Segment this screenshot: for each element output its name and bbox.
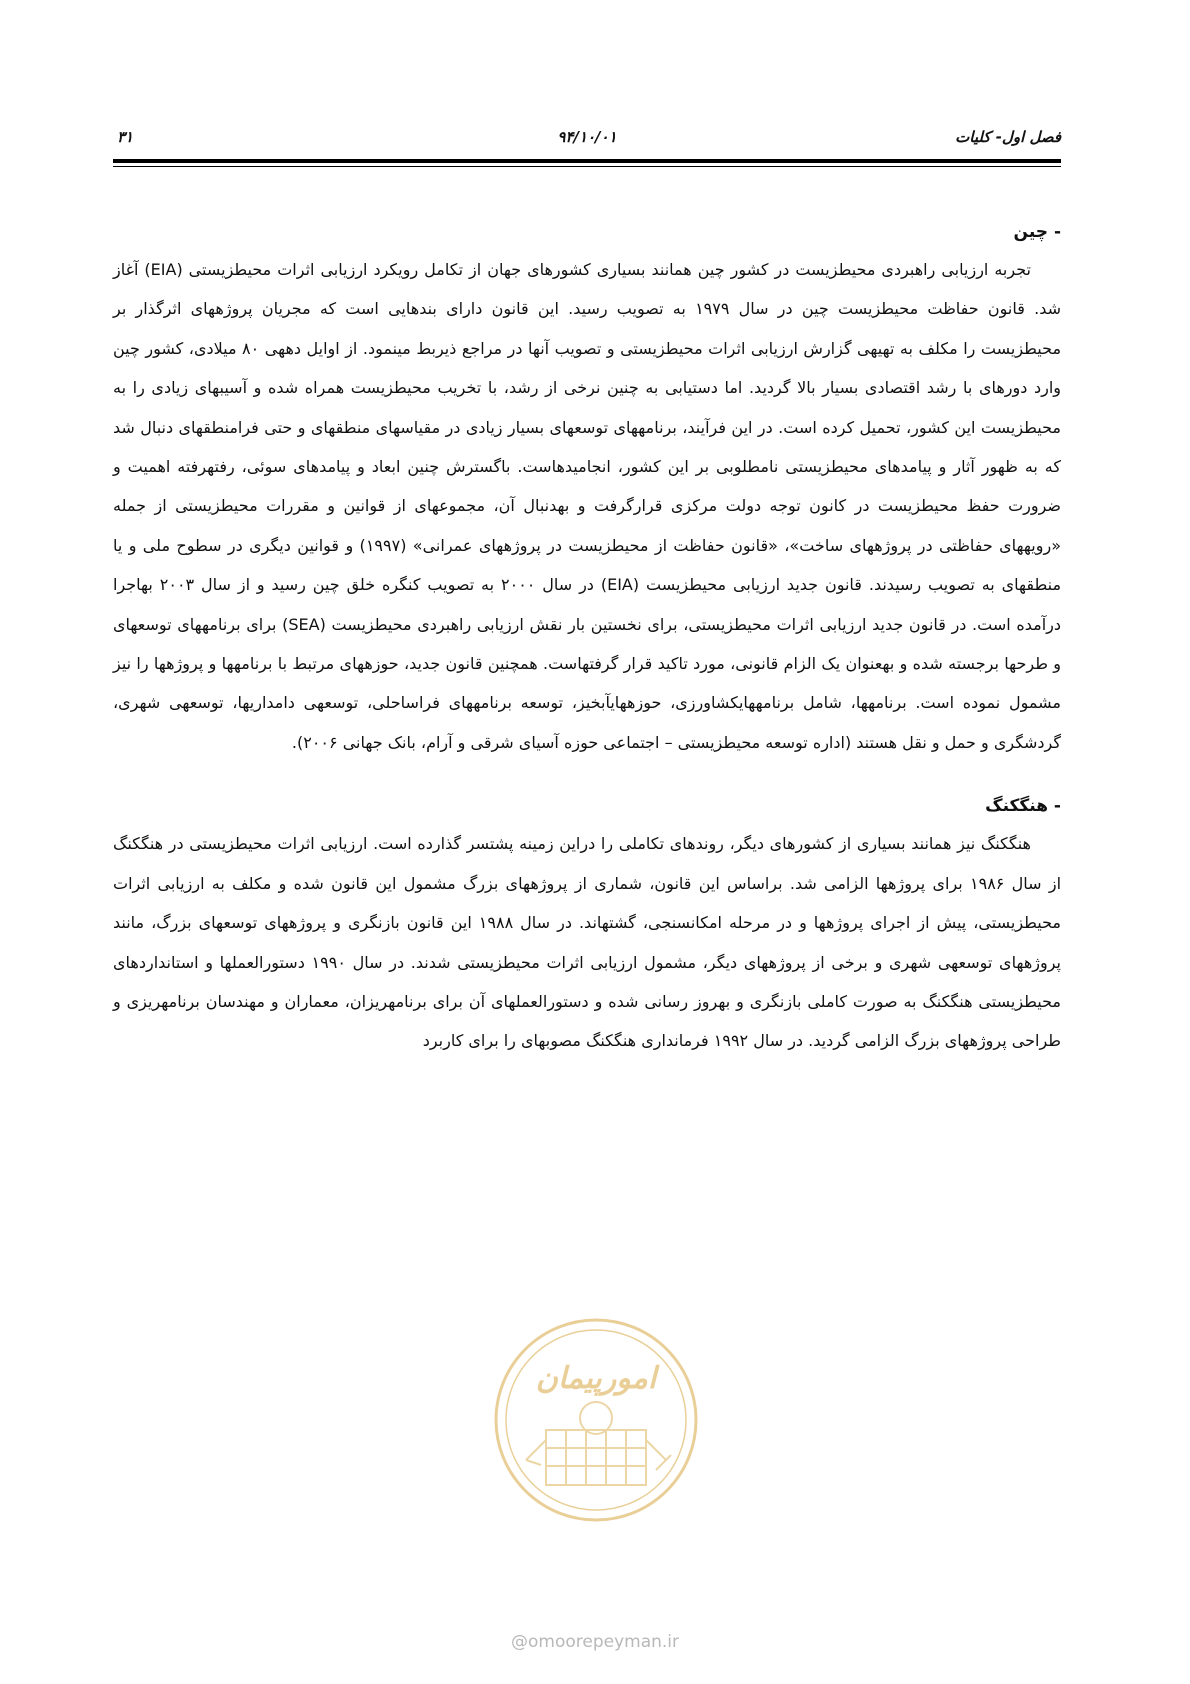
page-body <box>113 214 1061 1061</box>
section-title-china: - چین <box>1013 222 1061 242</box>
section-title-hong-kong: - هنگکنگ <box>985 796 1061 817</box>
svg-text:امورپیمان: امورپیمان <box>535 1361 657 1396</box>
header-date: ۹۴/۱۰/۰۱ <box>557 128 617 146</box>
chapter-title: فصل اول- کلیات <box>955 128 1061 146</box>
page-number: ۳۱ <box>117 128 134 146</box>
watermark-seal-logo <box>486 1310 706 1530</box>
section-paragraph-hong-kong: هنگکنگ نیز همانند بسیاری از کشورهای دیگر، روندهای تکاملی را دراین زمینه پشتسر گذارده است. ارزیابی اثرات محیطزیستی در هنگکنگ از سال ۱۹۸۶ برای پروژهها الزامی شد. براساس این قانون، شماری از پروژههای بزرگ مشمول این قانون شده و مکلف به ارزیابی اثرات محیطزیستی، پیش از اجرای پروژهها و در مرحله امکانسنجی، گشتهاند. در سال ۱۹۸۸ این قانون بازنگری و پروژههای توسعهای بزرگ، مانند پروژههای توسعهی شهری و برخی از پروژههای دیگر، مشمول ارزیابی اثرات محیطزیستی شدند. در سال ۱۹۹۰ دستورالعملها و استانداردهای محیطزیستی هنگکنگ به صورت کاملی بازنگری و بهروز رسانی شده و دستورالعملهای آن برای برنامهریزان، معماران و مهندسان برنامهریزی و طراحی پروژههای بزرگ الزامی گردید. در سال ۱۹۹۲ فرمانداری هنگکنگ مصوبهای را برای کاربرد <box>113 834 1062 1051</box>
header-rule-thick <box>113 159 1061 163</box>
section-paragraph-china: تجربه ارزیابی راهبردی محیطزیست در کشور چین همانند بسیاری کشورهای جهان از تکامل رویکرد ارزیابی اثرات محیطزیستی (EIA) آغاز شد. قانون حفاظت محیطزیست چین در سال ۱۹۷۹ به تصویب رسید. این قانون دارای بندهایی است که مجریان پروژههای اثرگذار بر محیطزیست را مکلف به تهیهی گزارش ارزیابی اثرات محیطزیستی و تصویب آنها در مراجع ذیربط مینمود. از اوایل دههی ۸۰ میلادی، کشور چین وارد دورهای با رشد اقتصادی بسیار بالا گردید. اما دستیابی به چنین نرخی از رشد، با تخریب محیطزیست همراه شده و آسیبهای زیادی را به محیطزیست این کشور، تحمیل کرده است. در این فرآیند، برنامههای توسعهای بسیار زیادی در مقیاسهای منطقهای و حتی فرامنطقهای دنبال شد که به ظهور آثار و پیامدهای محیطزیستی نامطلوبی بر این کشور، انجامیدهاست. باگسترش چنین ابعاد و پیامدهای سوئی، رفتهرفته اهمیت و ضرورت حفظ محیطزیست در کانون توجه دولت مرکزی قرارگرفت و بهدنبال آن، مجموعهای از قوانین و مقررات محیطزیستی از جمله «رویههای حفاظتی در پروژههای ساخت»، «قانون حفاظت از محیطزیست در پروژههای عمرانی» (۱۹۹۷) و قوانین دیگری در سطوح ملی و یا منطقهای به تصویب رسیدند. قانون جدید ارزیابی محیطزیست (EIA) در سال ۲۰۰۰ به تصویب کنگره خلق چین رسید و از سال ۲۰۰۳ بهاجرا درآمده است. در قانون جدید ارزیابی اثرات محیطزیستی، برای نخستین بار نقش ارزیابی راهبردی محیطزیست (SEA) برای برنامههای توسعهای و طرحها برجسته شده و بهعنوان یک الزام قانونی، مورد تاکید قرار گرفتهاست. همچنین قانون جدید، حوزههای مرتبط با برنامهها و پروژهها را نیز مشمول نموده است. برنامهها، شامل برنامههایکشاورزی، حوزههایآبخیز، توسعه برنامههای فراساحلی، توسعهی دامداریها، توسعهی شهری، گردشگری و حمل و نقل هستند (اداره توسعه محیطزیستی – اجتماعی حوزه آسیای شرقی و آرام، بانک جهانی ۲۰۰۶). <box>113 260 1062 752</box>
watermark-website: @omoorepeyman.ir <box>510 1632 680 1652</box>
page-header <box>113 124 1061 150</box>
header-rule-thin <box>113 166 1061 167</box>
